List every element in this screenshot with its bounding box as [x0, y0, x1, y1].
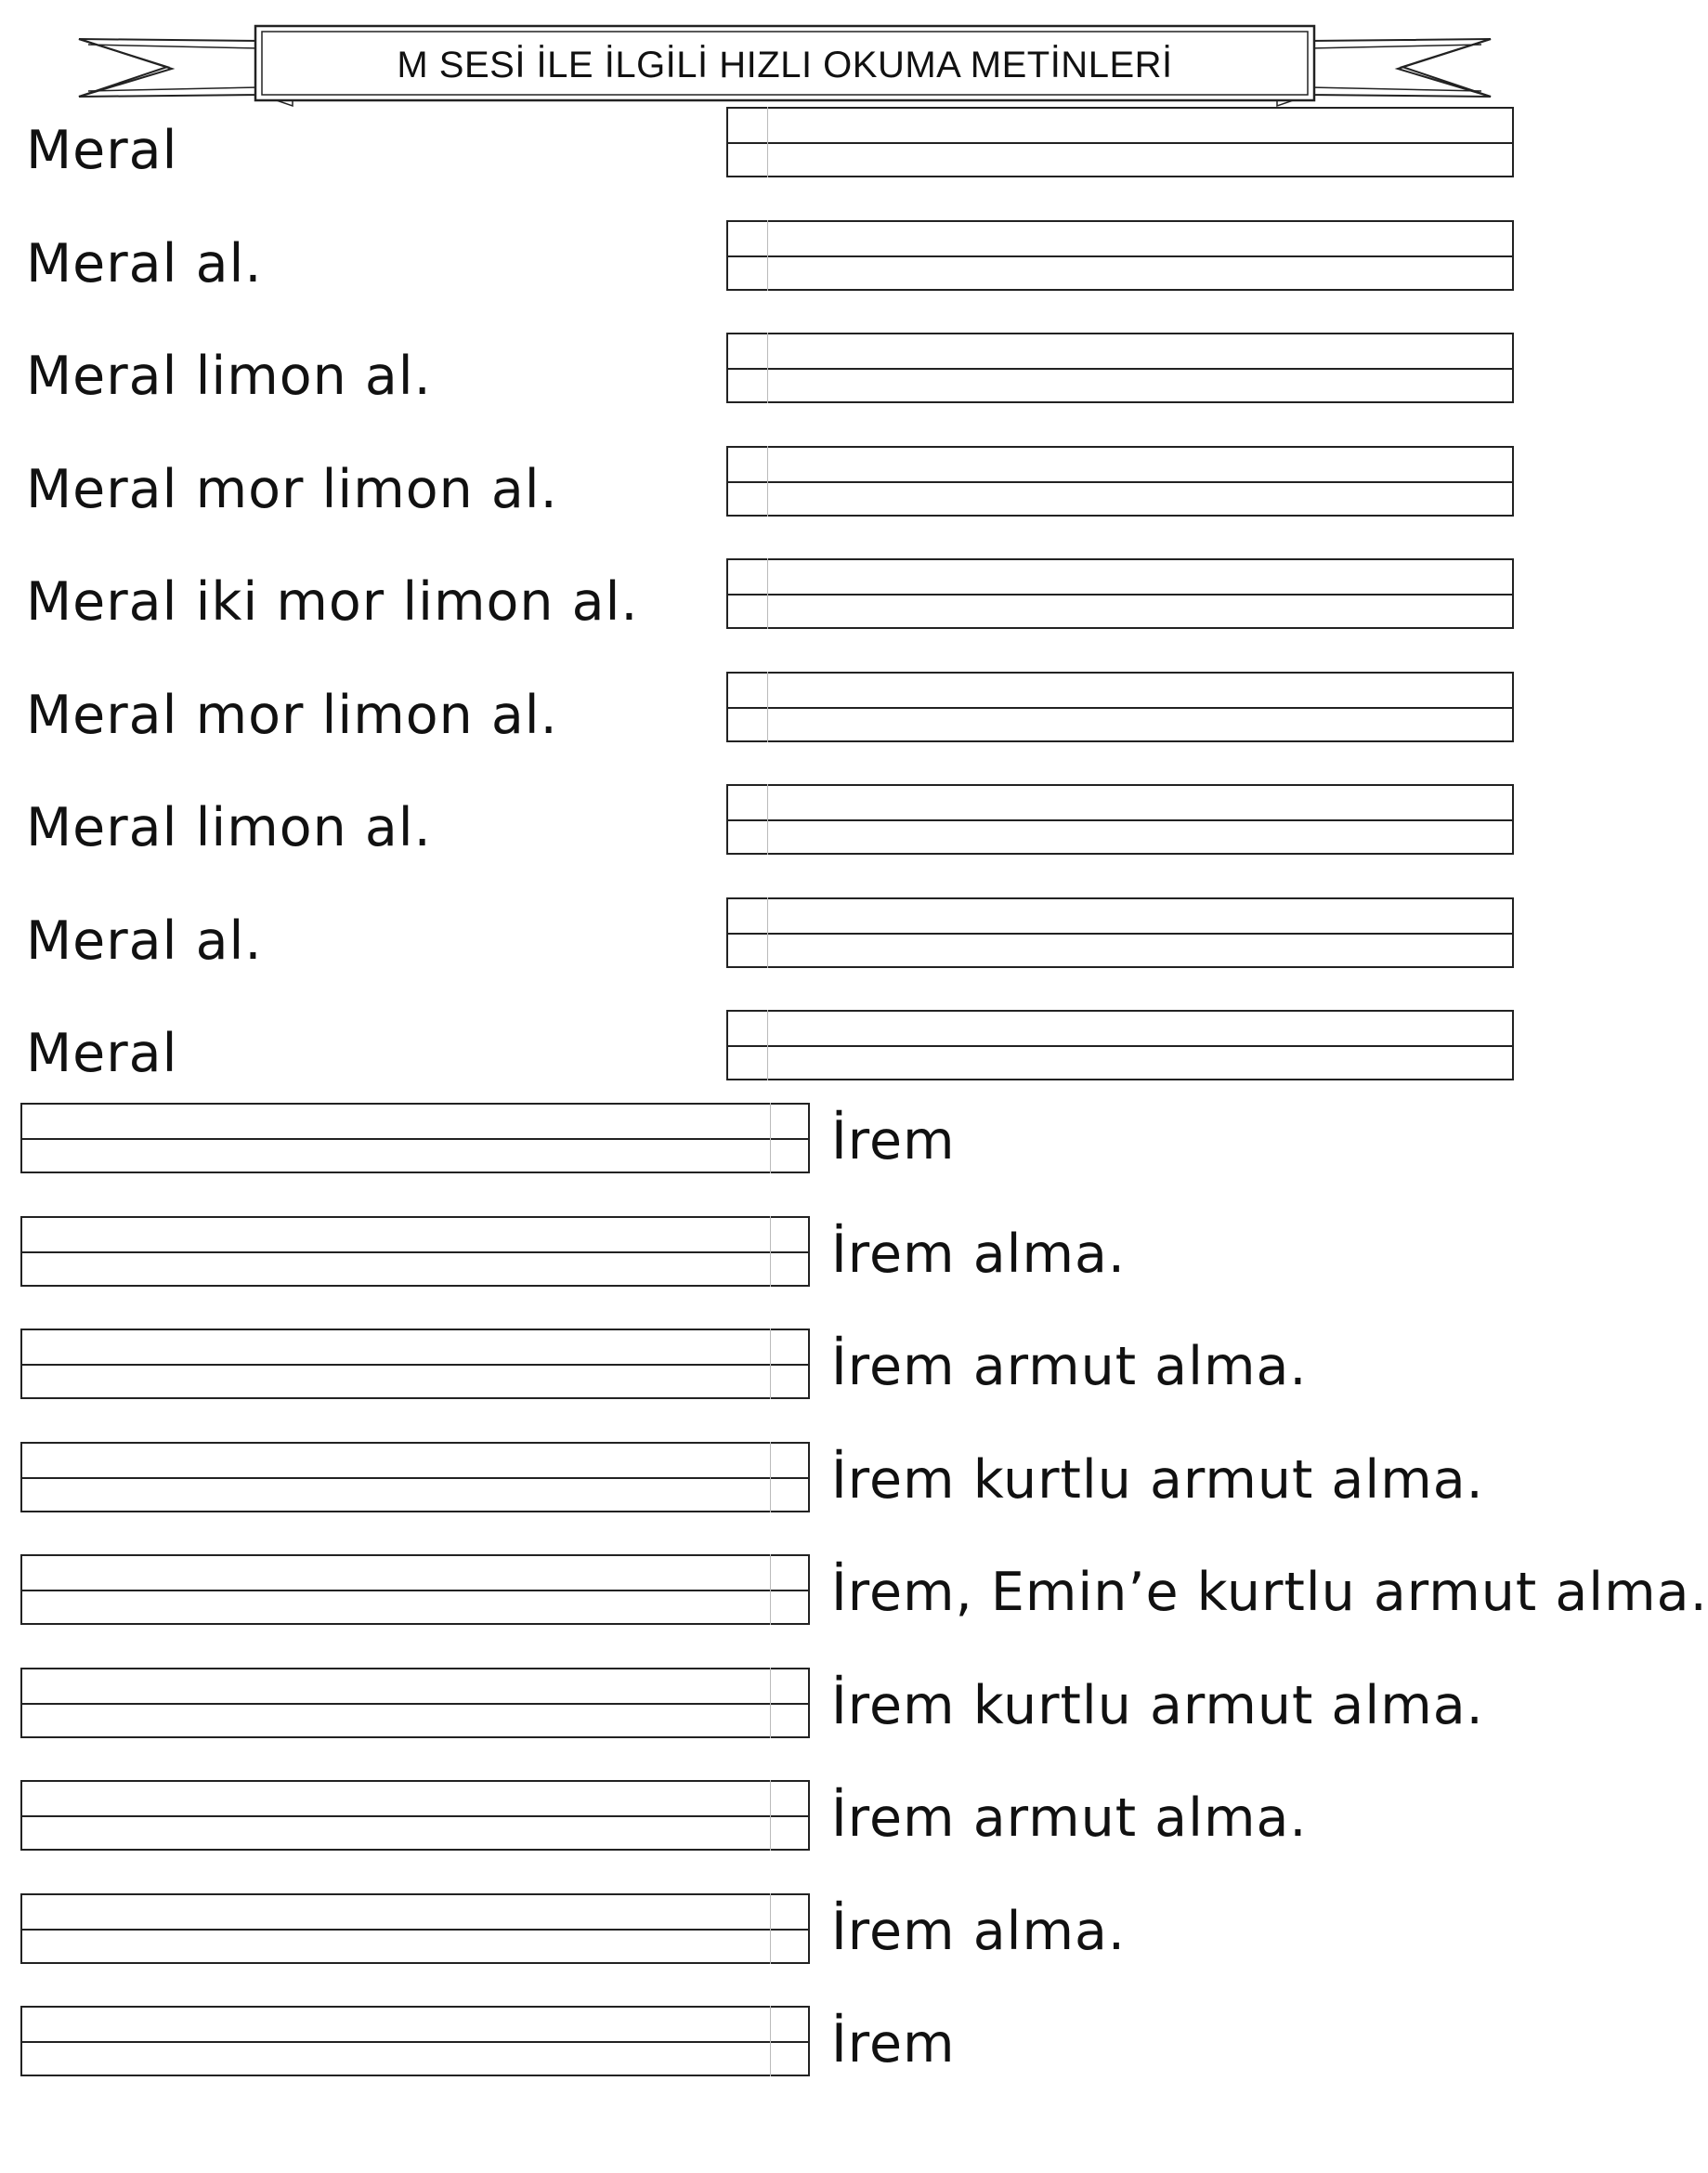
writing-box-left[interactable]	[20, 1103, 810, 1173]
writing-midline	[728, 933, 1512, 935]
writing-margin-line	[767, 446, 768, 517]
writing-margin-line	[770, 2006, 771, 2076]
writing-box-right[interactable]	[726, 897, 1514, 968]
writing-margin-line	[770, 1780, 771, 1851]
writing-box-left[interactable]	[20, 1893, 810, 1964]
reading-line-bottom: İrem kurtlu armut alma.	[831, 1448, 1484, 1511]
writing-margin-line	[770, 1216, 771, 1287]
writing-box-right[interactable]	[726, 1010, 1514, 1080]
reading-line-top: Meral mor limon al.	[26, 458, 558, 520]
reading-line-top: Meral	[26, 1023, 178, 1084]
writing-midline	[22, 1590, 808, 1591]
writing-margin-line	[767, 784, 768, 855]
reading-line-bottom: İrem alma.	[831, 1223, 1127, 1285]
writing-margin-line	[767, 1010, 768, 1080]
writing-box-right[interactable]	[726, 333, 1514, 403]
writing-box-right[interactable]	[726, 558, 1514, 629]
writing-margin-line	[770, 1893, 771, 1964]
writing-box-left[interactable]	[20, 1329, 810, 1399]
writing-midline	[22, 1251, 808, 1253]
writing-midline	[728, 594, 1512, 596]
writing-midline	[22, 1477, 808, 1479]
writing-margin-line	[770, 1554, 771, 1625]
reading-line-top: Meral al.	[26, 910, 263, 972]
reading-line-bottom: İrem armut alma.	[831, 1336, 1308, 1397]
writing-midline	[728, 707, 1512, 709]
writing-midline	[728, 481, 1512, 483]
writing-midline	[22, 1364, 808, 1366]
writing-margin-line	[767, 672, 768, 742]
writing-box-right[interactable]	[726, 784, 1514, 855]
writing-midline	[728, 1045, 1512, 1047]
reading-line-top: Meral al.	[26, 232, 263, 295]
writing-midline	[22, 1703, 808, 1705]
writing-box-right[interactable]	[726, 672, 1514, 742]
writing-midline	[728, 255, 1512, 257]
reading-line-bottom: İrem alma.	[831, 1900, 1127, 1962]
writing-box-right[interactable]	[726, 220, 1514, 291]
writing-margin-line	[770, 1103, 771, 1173]
title-banner	[79, 20, 1491, 113]
reading-line-top: Meral limon al.	[26, 346, 432, 407]
writing-midline	[728, 368, 1512, 370]
writing-midline	[22, 1929, 808, 1931]
reading-line-bottom: İrem, Emin’e kurtlu armut alma.	[831, 1562, 1708, 1623]
writing-box-left[interactable]	[20, 1216, 810, 1287]
writing-box-right[interactable]	[726, 107, 1514, 177]
reading-line-bottom: İrem kurtlu armut alma.	[831, 1674, 1484, 1736]
writing-margin-line	[767, 107, 768, 177]
reading-line-bottom: İrem	[831, 2013, 956, 2075]
writing-margin-line	[767, 558, 768, 629]
writing-margin-line	[767, 220, 768, 291]
reading-line-top: Meral limon al.	[26, 797, 432, 858]
page-title: M SESİ İLE İLGİLİ HIZLI OKUMA METİNLERİ	[397, 44, 1173, 85]
writing-box-left[interactable]	[20, 1780, 810, 1851]
writing-box-left[interactable]	[20, 1442, 810, 1512]
writing-box-left[interactable]	[20, 1668, 810, 1738]
writing-margin-line	[767, 897, 768, 968]
writing-midline	[22, 2041, 808, 2043]
writing-box-left[interactable]	[20, 2006, 810, 2076]
writing-box-left[interactable]	[20, 1554, 810, 1625]
reading-line-top: Meral iki mor limon al.	[26, 571, 639, 633]
writing-box-right[interactable]	[726, 446, 1514, 517]
writing-midline	[728, 142, 1512, 144]
reading-line-top: Meral mor limon al.	[26, 684, 558, 746]
reading-line-bottom: İrem armut alma.	[831, 1787, 1308, 1849]
writing-margin-line	[767, 333, 768, 403]
reading-line-top: Meral	[26, 120, 178, 181]
writing-midline	[22, 1138, 808, 1140]
writing-margin-line	[770, 1442, 771, 1512]
reading-line-bottom: İrem	[831, 1110, 956, 1172]
writing-midline	[728, 819, 1512, 821]
writing-margin-line	[770, 1329, 771, 1399]
writing-midline	[22, 1815, 808, 1817]
writing-margin-line	[770, 1668, 771, 1738]
